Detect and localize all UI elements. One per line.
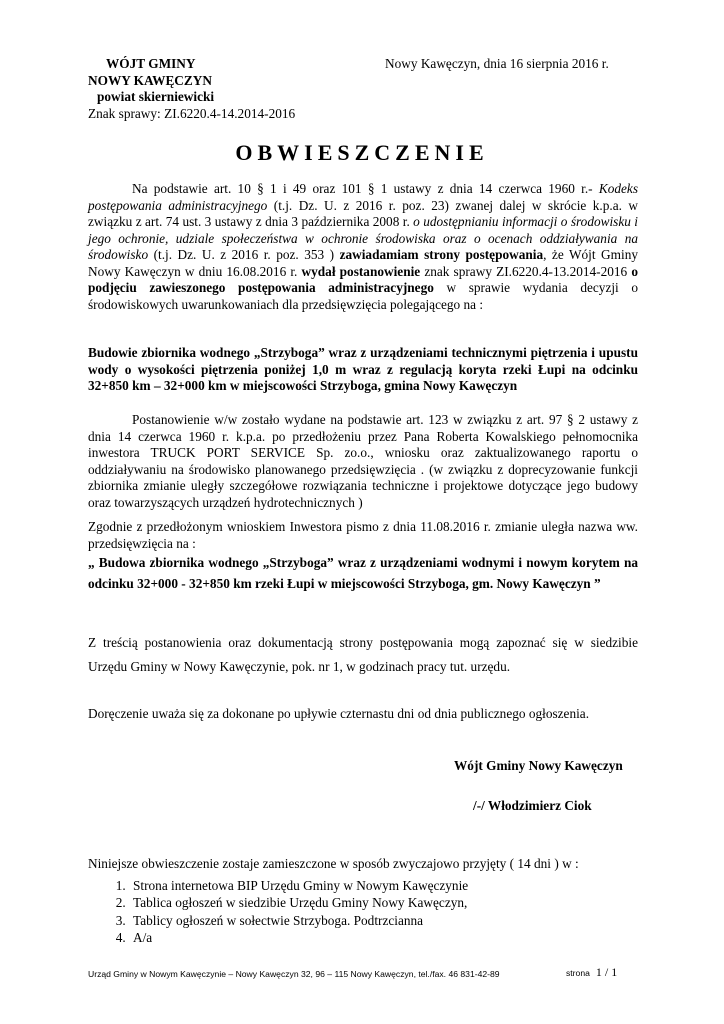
new-project-name: „ Budowa zbiornika wodnego „Strzyboga” wraz z urządzeniami wodnymi i nowym korytem na odcinku 32+000 - 32+850 km rzeki Łupi w miejscowości Strzyboga, gm. Nowy Kawęczyn ” <box>88 555 638 591</box>
p1-text-6: w sprawie wydania decyzji o środowiskowych uwarunkowaniach dla przedsięwzięcia polegającego na : <box>88 280 638 312</box>
place-date: Nowy Kawęczyn, dnia 16 sierpnia 2016 r. <box>385 56 609 71</box>
distribution-intro: Niniejsze obwieszczenie zostaje zamieszczone w sposób zwyczajowo przyjęty ( 14 dni ) w : <box>88 856 579 871</box>
distribution-item: 1. Strona internetowa BIP Urzędu Gminy w Nowym Kawęczynie <box>129 877 648 895</box>
distribution-item: 4. A/a <box>129 929 648 947</box>
p1-resumed-proceedings: o podjęciu zawieszonego postępowania administracyjnego <box>88 263 638 295</box>
footer-page-number: 1 / 1 <box>595 965 618 979</box>
footer-address: Urząd Gminy w Nowym Kawęczynie – Nowy Kawęczyn 32, 96 – 115 Nowy Kawęczyn, tel./fax. 46 831-42-89 <box>88 969 500 979</box>
distribution-item: 3. Tablicy ogłoszeń w sołectwie Strzyboga. Podtrzcianna <box>129 912 648 930</box>
footer-page-indicator <box>566 964 617 982</box>
p1-text-1: Na podstawie art. 10 § 1 i 49 oraz 101 § 1 ustawy z dnia 14 czerwca 1960 r.- <box>132 181 599 196</box>
paragraph-decision-basis: Postanowienie w/w zostało wydane na podstawie art. 123 w związku z art. 97 § 2 ustawy z dnia 14 czerwca 1960 r. k.p.a. po przedłożeniu przez Pana Roberta Kowalskiego pełnomocnika inwestora TRUCK PORT SERVICE Sp. zo.o., wniosku oraz zaktualizowanego raportu o oddziaływaniu na środowisko planowanego przedsięwzięcia . (w związku z doprecyzowanie funkcji zbiornika zmianie uległy szczegółowe rozwiązania techniczne i projektowe dotyczące jego budowy oraz towarzyszących urządzeń hydrotechnicznych ) <box>88 412 638 510</box>
distribution-list <box>88 877 648 947</box>
paragraph-documentation-access: Z treścią postanowienia oraz dokumentacją strony postępowania mogą zapoznać się w siedzibie Urzędu Gminy w Nowy Kawęczynie, pok. nr 1, w godzinach pracy tut. urzędu. <box>88 635 638 674</box>
p1-text-2: (t.j. Dz. U. z 2016 r. poz. 23) zwanej dalej w skrócie k.p.a. w związku z art. 74 ust. 3 ustawy z dnia 3 października 2008 r. <box>88 197 638 229</box>
p1-issued-decision: wydał postanowienie <box>301 263 421 279</box>
name-change-intro: Zgodnie z przedłożonym wnioskiem Inwestora pismo z dnia 11.08.2016 r. zmianie uległa nazwa ww. przedsięwzięcia na : <box>88 519 638 551</box>
paragraph-delivery: Doręczenie uważa się za dokonane po upływie czternastu dni od dnia publicznego ogłoszenia. <box>88 706 590 721</box>
document-title: OBWIESZCZENIE <box>235 140 489 165</box>
paragraph-name-change <box>88 519 638 594</box>
p1-act-title: o udostępnianiu informacji o środowisku i jego ochronie, udziale społeczeństwa w ochronie środowiska oraz o ocenach oddziaływania na środowisko <box>88 214 638 262</box>
paragraph-legal-basis <box>88 181 638 313</box>
footer-page-label: strona <box>566 968 590 978</box>
p1-text-3: (t.j. Dz. U. z 2016 r. poz. 353 ) <box>148 247 340 262</box>
case-reference: Znak sprawy: ZI.6220.4-14.2014-2016 <box>88 105 296 121</box>
p1-notify-parties: zawiadamiam strony postępowania <box>339 247 544 262</box>
p1-code-title: Kodeks postępowania administracyjnego <box>88 181 638 213</box>
p1-text-5: znak sprawy ZI.6220.4-13.2014-2016 <box>420 263 632 279</box>
page-footer <box>88 966 638 983</box>
p1-text-4: , że Wójt Gminy Nowy Kawęczyn w dniu 16.08.2016 r. <box>88 247 638 279</box>
project-description: Budowie zbiornika wodnego „Strzyboga” wraz z urządzeniami technicznymi piętrzenia i upustu wody o wysokości piętrzenia poniżej 1,0 m wraz z regulacją koryta rzeki Łupi na odcinku 32+850 km – 32+000 km w miejscowości Strzyboga, gmina Nowy Kawęczyn <box>88 345 638 393</box>
signature-name: /-/ Włodzimierz Ciok <box>473 798 592 813</box>
office-district: powiat skierniewicki <box>97 89 215 104</box>
distribution-section <box>88 856 648 947</box>
signature-office: Wójt Gminy Nowy Kawęczyn <box>454 758 623 773</box>
distribution-item: 2. Tablica ogłoszeń w siedzibie Urzędu Gminy Nowy Kawęczyn, <box>129 894 648 912</box>
office-name-line1: WÓJT GMINY <box>106 56 196 71</box>
office-header <box>88 56 348 122</box>
office-name-line2: NOWY KAWĘCZYN <box>88 72 212 88</box>
